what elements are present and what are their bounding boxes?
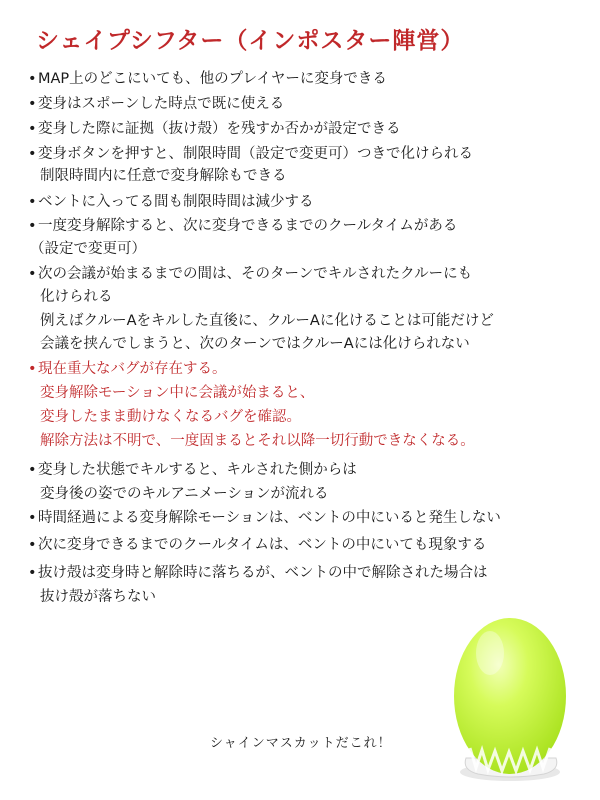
egg-shell-illustration: [440, 608, 582, 783]
line-text: 変身後の姿でのキルアニメーションが流れる: [40, 486, 329, 502]
line-text: 化けられる: [40, 289, 113, 305]
bullet-item: [28, 264, 472, 284]
bullet-dot: •: [28, 537, 37, 553]
bullet-item: [28, 192, 314, 212]
line-text: 時間経過による変身解除モーションは、ベントの中にいると発生しない: [38, 510, 501, 526]
line-continuation: [40, 484, 329, 504]
bullet-item: [28, 563, 488, 583]
bullet-dot: •: [28, 146, 37, 162]
bullet-dot: •: [28, 96, 37, 112]
bullet-dot: •: [28, 462, 37, 478]
bullet-dot: •: [28, 194, 37, 210]
line-text: 変身した状態でキルすると、キルされた側からは: [38, 462, 357, 478]
line-continuation: [40, 287, 113, 307]
bullet-dot: •: [28, 71, 37, 87]
page-title: シェイプシフター（インポスター陣営）: [36, 28, 465, 54]
line-text: 変身解除モーション中に会議が始まると、: [40, 385, 315, 401]
line-text: 抜け殻が落ちない: [40, 589, 156, 605]
bullet-dot: •: [28, 218, 37, 234]
line-text: （設定で変更可）: [30, 241, 146, 257]
bullet-item: [28, 119, 401, 139]
bullet-item: [28, 144, 473, 164]
line-text: 会議を挟んでしまうと、次のターンではクルーAには化けられない: [40, 336, 470, 352]
bullet-item: [28, 94, 284, 114]
line-text: 例えばクルーAをキルした直後に、クルーAに化けることは可能だけど: [40, 313, 494, 329]
line-text: 制限時間内に任意で変身解除もできる: [40, 168, 287, 184]
line-continuation: [40, 334, 470, 354]
bug-warning-item: [28, 359, 227, 379]
line-continuation: [40, 587, 156, 607]
bug-warning-line: [40, 407, 301, 427]
line-text: 現在重大なバグが存在する。: [38, 361, 227, 377]
bullet-item: [28, 508, 501, 528]
line-text: 次の会議が始まるまでの間は、そのターンでキルされたクルーにも: [38, 266, 473, 282]
line-text: 変身はスポーンした時点で既に使える: [38, 96, 285, 112]
illustration-caption: シャインマスカットだこれ！: [210, 736, 392, 751]
line-text: 抜け殻は変身時と解除時に落ちるが、ベントの中で解除された場合は: [38, 565, 488, 581]
bullet-item: [28, 460, 357, 480]
line-text: 変身したまま動けなくなるバグを確認。: [40, 409, 301, 425]
line-text: MAP上のどこにいても、他のプレイヤーに変身できる: [38, 71, 387, 87]
line-continuation: [40, 166, 287, 186]
bullet-item: [28, 69, 387, 89]
line-text: 解除方法は不明で、一度固まるとそれ以降一切行動できなくなる。: [40, 433, 475, 449]
bug-warning-line: [40, 383, 314, 403]
bullet-dot: •: [28, 510, 37, 526]
bullet-dot: •: [28, 121, 37, 137]
line-text: ベントに入ってる間も制限時間は減少する: [38, 194, 314, 210]
bullet-dot: •: [28, 266, 37, 282]
bug-warning-line: [40, 431, 475, 451]
line-text: 変身した際に証拠（抜け殻）を残すか否かが設定できる: [38, 121, 401, 137]
line-continuation: [30, 239, 146, 259]
line-text: 一度変身解除すると、次に変身できるまでのクールタイムがある: [38, 218, 458, 234]
bullet-item: [28, 216, 457, 236]
line-continuation: [40, 311, 494, 331]
line-text: 次に変身できるまでのクールタイムは、ベントの中にいても現象する: [38, 537, 487, 553]
bullet-item: [28, 535, 486, 555]
bullet-dot: •: [28, 565, 37, 581]
line-text: 変身ボタンを押すと、制限時間（設定で変更可）つきで化けられる: [38, 146, 473, 162]
bullet-dot: •: [28, 361, 37, 377]
